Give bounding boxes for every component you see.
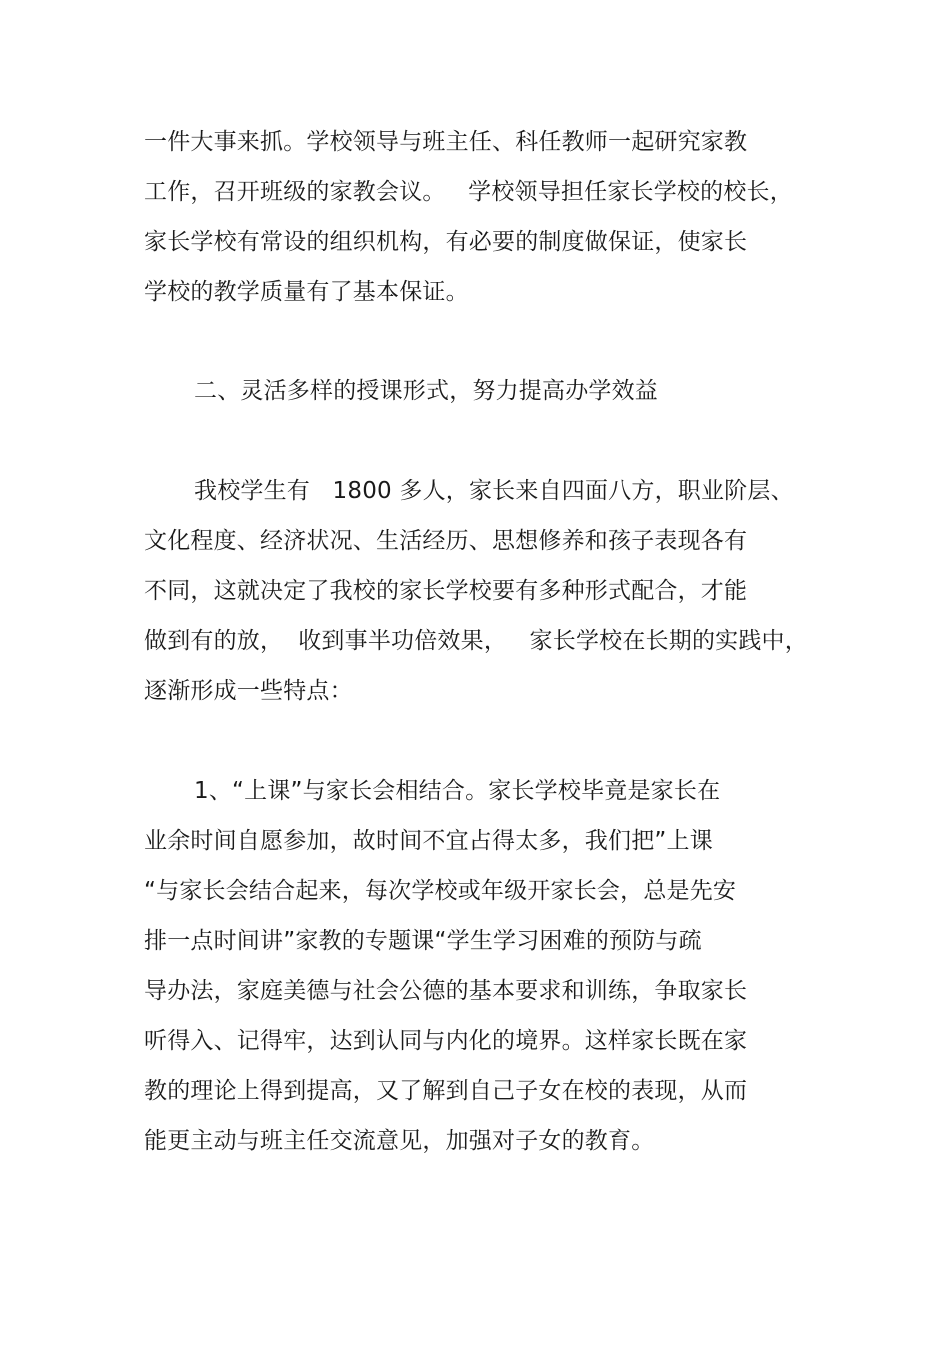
paragraph-line: 一件大事来抓。学校领导与班主任、科任教师一起研究家教	[144, 129, 748, 155]
paragraph-line: 不同，这就决定了我校的家长学校要有多种形式配合，才能	[144, 578, 748, 604]
section-heading: 二、灵活多样的授课形式，努力提高办学效益	[194, 378, 658, 404]
paragraph-line: 做到有的放， 收到事半功倍效果， 家长学校在长期的实践中，	[144, 628, 808, 654]
paragraph-line: 教的理论上得到提高，又了解到自己子女在校的表现，从而	[144, 1078, 748, 1104]
paragraph-line: 1、“上课”与家长会相结合。家长学校毕竟是家长在	[194, 778, 721, 804]
paragraph-line: “与家长会结合起来，每次学校或年级开家长会，总是先安	[144, 878, 737, 904]
paragraph-line: 听得入、记得牢，达到认同与内化的境界。这样家长既在家	[144, 1028, 748, 1054]
paragraph-line: 业余时间自愿参加，故时间不宜占得太多，我们把”上课	[144, 828, 713, 854]
paragraph-line: 文化程度、经济状况、生活经历、思想修养和孩子表现各有	[144, 528, 748, 554]
paragraph-line: 逐渐形成一些特点：	[144, 678, 353, 704]
paragraph-line: 工作，召开班级的家教会议。 学校领导担任家长学校的校长，	[144, 179, 793, 205]
paragraph-line: 我校学生有 1800 多人，家长来自四面八方，职业阶层、	[194, 478, 794, 504]
paragraph-line: 能更主动与班主任交流意见，加强对子女的教育。	[144, 1128, 655, 1154]
paragraph-line: 学校的教学质量有了基本保证。	[144, 279, 469, 305]
paragraph-line: 排一点时间讲”家教的专题课“学生学习困难的预防与疏	[144, 928, 702, 954]
paragraph-line: 导办法，家庭美德与社会公德的基本要求和训练，争取家长	[144, 978, 748, 1004]
paragraph-line: 家长学校有常设的组织机构，有必要的制度做保证，使家长	[144, 229, 748, 255]
